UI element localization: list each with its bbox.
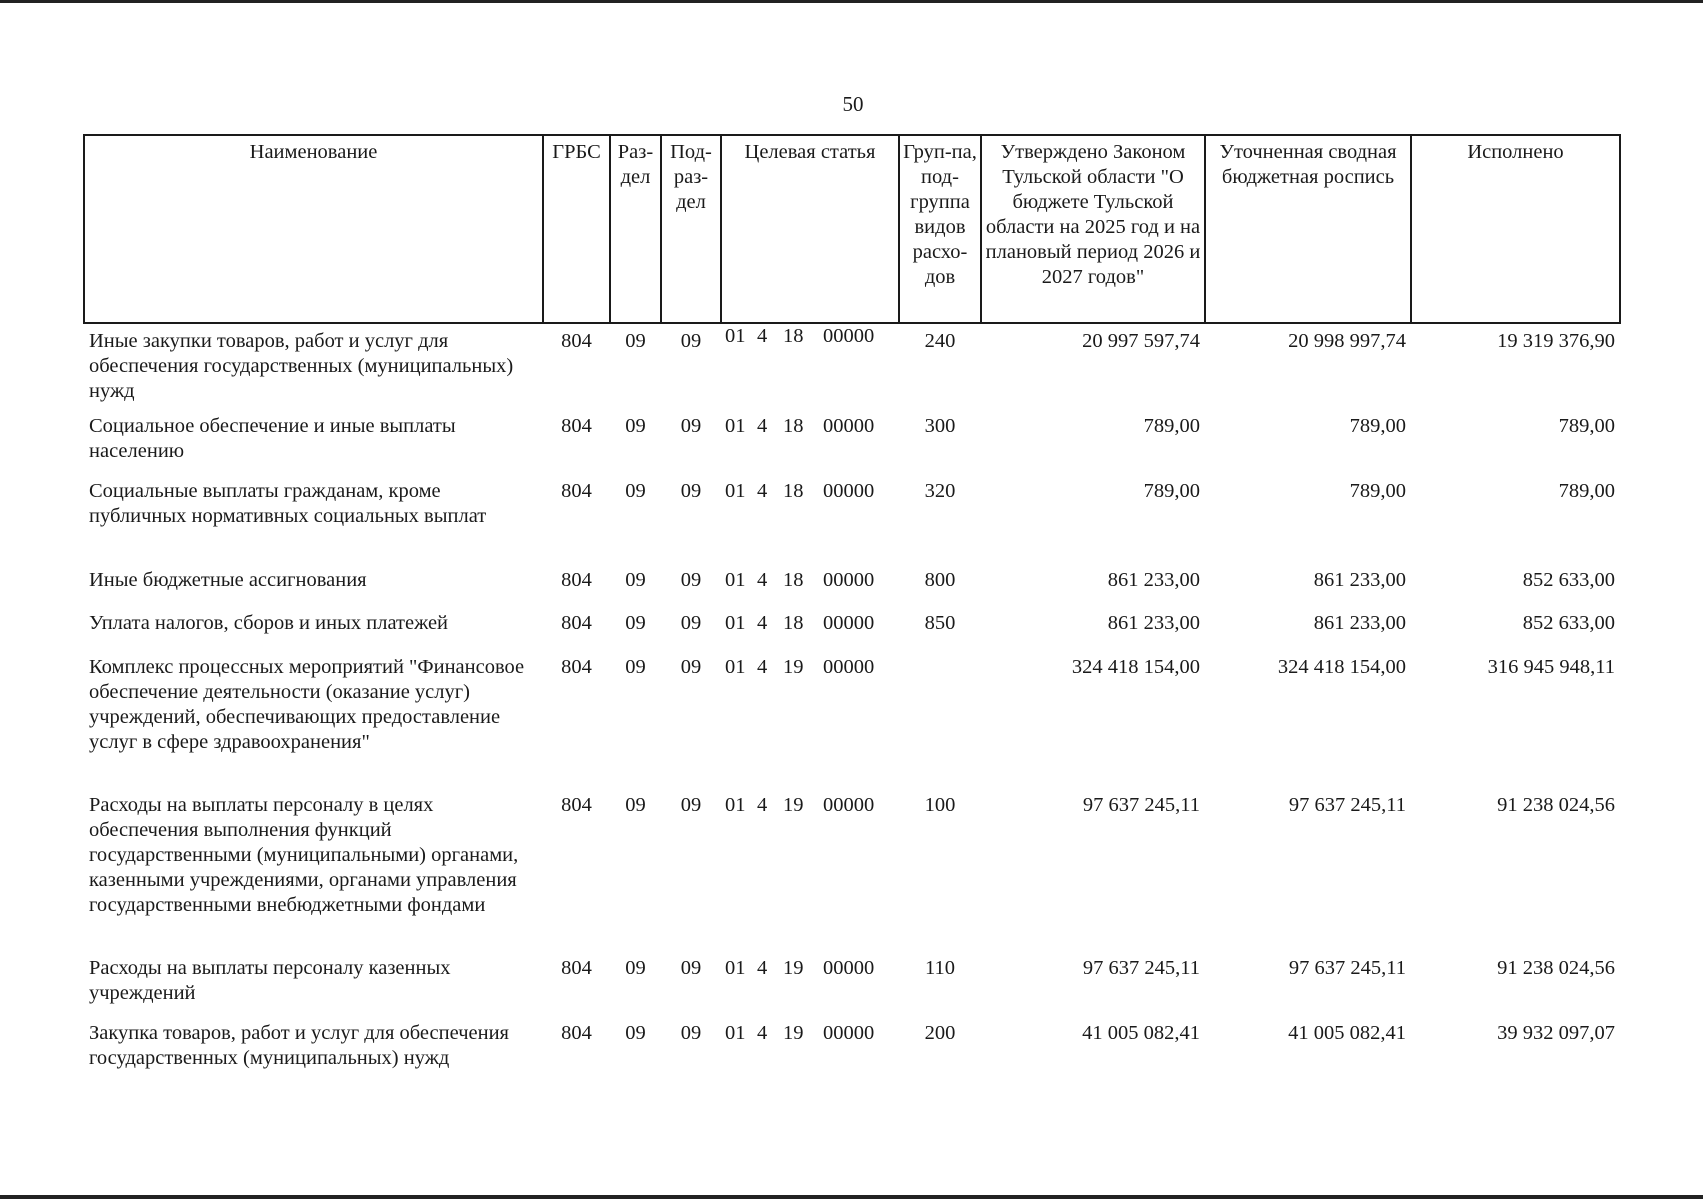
cell-name: Социальное обеспечение и иные выплаты населению bbox=[89, 415, 456, 462]
cell-utochnennaya: 97 637 245,11 bbox=[1288, 794, 1406, 816]
cell-utochnennaya: 861 233,00 bbox=[1313, 569, 1406, 591]
table-row bbox=[84, 655, 1620, 793]
cs-direction: 00000 bbox=[823, 325, 875, 347]
cell-celevaya-statya bbox=[721, 479, 899, 568]
cs-program: 01 bbox=[725, 415, 746, 437]
cell-utverzhdeno: 789,00 bbox=[1143, 415, 1200, 437]
cs-program: 01 bbox=[725, 612, 746, 634]
cs-direction: 00000 bbox=[823, 957, 875, 979]
cell-utverzhdeno: 20 997 597,74 bbox=[1082, 330, 1200, 352]
cell-utochnennaya: 789,00 bbox=[1349, 480, 1406, 502]
cell-name: Расходы на выплаты персоналу в целях обеспечения выполнения функций государственными (муниципальными) органами, казенными учреждениями, органами управления государственными внебюджетными фондами bbox=[89, 794, 519, 916]
cell-gruppa: 110 bbox=[925, 957, 955, 979]
table-row bbox=[84, 611, 1620, 655]
cell-utverzhdeno: 789,00 bbox=[1143, 480, 1200, 502]
cell-name: Расходы на выплаты персоналу казенных учреждений bbox=[89, 957, 451, 1004]
cell-razdel: 09 bbox=[625, 794, 646, 816]
cell-podrazdel: 09 bbox=[680, 480, 702, 502]
cell-razdel: 09 bbox=[625, 656, 646, 678]
header-utverzhdeno: Утверждено Законом Тульской области "О бюджете Тульской области на 2025 год и на плановый период 2026 и 2027 годов" bbox=[981, 135, 1205, 323]
cell-name: Социальные выплаты гражданам, кроме публичных нормативных социальных выплат bbox=[89, 480, 487, 527]
cell-ispolneno: 852 633,00 bbox=[1522, 569, 1615, 591]
cs-type: 4 bbox=[757, 1022, 768, 1044]
header-celevaya-statya: Целевая статья bbox=[721, 135, 899, 323]
cell-gruppa: 800 bbox=[924, 569, 956, 591]
cell-grbs: 804 bbox=[561, 330, 592, 352]
header-name: Наименование bbox=[84, 135, 543, 323]
cs-type: 4 bbox=[757, 957, 768, 979]
cell-grbs: 804 bbox=[561, 656, 592, 678]
table-row bbox=[84, 793, 1620, 956]
table-row bbox=[84, 956, 1620, 1021]
cell-podrazdel: 09 bbox=[680, 957, 702, 979]
table-row bbox=[84, 1021, 1620, 1099]
cell-ispolneno: 789,00 bbox=[1558, 480, 1615, 502]
cs-complex: 18 bbox=[783, 480, 804, 502]
cs-direction: 00000 bbox=[823, 794, 875, 816]
cell-celevaya-statya bbox=[721, 956, 899, 1021]
header-razdel: Раз-дел bbox=[610, 135, 661, 323]
cell-celevaya-statya bbox=[721, 655, 899, 793]
cell-gruppa: 300 bbox=[924, 415, 956, 437]
scan-edge-bottom bbox=[0, 1195, 1703, 1199]
cs-direction: 00000 bbox=[823, 480, 875, 502]
cell-utochnennaya: 97 637 245,11 bbox=[1288, 957, 1406, 979]
cell-gruppa: 850 bbox=[924, 612, 956, 634]
scan-edge-top bbox=[0, 0, 1703, 3]
cell-name: Комплекс процессных мероприятий "Финансовое обеспечение деятельности (оказание услуг) учреждений, обеспечивающих предоставление услуг в сфере здравоохранения" bbox=[89, 656, 525, 753]
header-gruppa: Груп-па, под-группа видов расхо-дов bbox=[899, 135, 981, 323]
header-podrazdel: Под-раз-дел bbox=[661, 135, 721, 323]
cell-podrazdel: 09 bbox=[680, 330, 702, 352]
page-number: 50 bbox=[842, 92, 864, 116]
cell-razdel: 09 bbox=[625, 1022, 646, 1044]
cs-type: 4 bbox=[757, 325, 768, 347]
cell-razdel: 09 bbox=[625, 612, 646, 634]
cell-utochnennaya: 324 418 154,00 bbox=[1277, 656, 1406, 678]
cell-name: Иные бюджетные ассигнования bbox=[89, 569, 367, 591]
cell-utverzhdeno: 41 005 082,41 bbox=[1082, 1022, 1200, 1044]
cs-type: 4 bbox=[757, 415, 768, 437]
cs-program: 01 bbox=[725, 569, 746, 591]
cell-grbs: 804 bbox=[561, 612, 592, 634]
cs-program: 01 bbox=[725, 957, 746, 979]
cs-type: 4 bbox=[757, 569, 768, 591]
cell-utverzhdeno: 97 637 245,11 bbox=[1082, 794, 1200, 816]
header-row bbox=[84, 135, 1620, 323]
cell-razdel: 09 bbox=[625, 480, 646, 502]
cs-direction: 00000 bbox=[823, 569, 875, 591]
cs-program: 01 bbox=[725, 1022, 746, 1044]
cell-name: Уплата налогов, сборов и иных платежей bbox=[89, 612, 449, 634]
cell-utverzhdeno: 861 233,00 bbox=[1107, 569, 1200, 591]
cell-gruppa: 240 bbox=[924, 330, 956, 352]
cell-utochnennaya: 20 998 997,74 bbox=[1288, 330, 1406, 352]
cs-complex: 19 bbox=[783, 794, 804, 816]
cell-ispolneno: 39 932 097,07 bbox=[1497, 1022, 1615, 1044]
cell-name: Закупка товаров, работ и услуг для обеспечения государственных (муниципальных) нужд bbox=[89, 1022, 509, 1069]
cell-ispolneno: 316 945 948,11 bbox=[1487, 656, 1615, 678]
cell-grbs: 804 bbox=[561, 1022, 592, 1044]
cell-grbs: 804 bbox=[561, 415, 592, 437]
cell-utochnennaya: 41 005 082,41 bbox=[1288, 1022, 1406, 1044]
cell-podrazdel: 09 bbox=[680, 794, 702, 816]
cell-ispolneno: 789,00 bbox=[1558, 415, 1615, 437]
table-row bbox=[84, 414, 1620, 479]
cs-complex: 18 bbox=[783, 415, 804, 437]
cell-gruppa bbox=[899, 655, 981, 793]
cell-grbs: 804 bbox=[561, 957, 592, 979]
cell-gruppa: 320 bbox=[924, 480, 956, 502]
header-grbs: ГРБС bbox=[543, 135, 610, 323]
cs-complex: 19 bbox=[783, 656, 804, 678]
cell-razdel: 09 bbox=[625, 957, 646, 979]
cs-type: 4 bbox=[757, 480, 768, 502]
cell-celevaya-statya bbox=[721, 414, 899, 479]
cs-program: 01 bbox=[725, 794, 746, 816]
cell-razdel: 09 bbox=[625, 569, 646, 591]
cell-ispolneno: 19 319 376,90 bbox=[1497, 330, 1615, 352]
cs-direction: 00000 bbox=[823, 415, 875, 437]
cs-program: 01 bbox=[725, 325, 746, 347]
budget-table bbox=[83, 134, 1621, 1099]
cs-direction: 00000 bbox=[823, 656, 875, 678]
cell-utverzhdeno: 861 233,00 bbox=[1107, 612, 1200, 634]
cell-podrazdel: 09 bbox=[680, 656, 702, 678]
header-utochnennaya: Уточненная сводная бюджетная роспись bbox=[1205, 135, 1411, 323]
cell-utochnennaya: 861 233,00 bbox=[1313, 612, 1406, 634]
cell-podrazdel: 09 bbox=[680, 612, 702, 634]
cell-utochnennaya: 789,00 bbox=[1349, 415, 1406, 437]
table-row bbox=[84, 323, 1620, 414]
cell-utverzhdeno: 97 637 245,11 bbox=[1082, 957, 1200, 979]
cell-ispolneno: 852 633,00 bbox=[1522, 612, 1615, 634]
table-row bbox=[84, 568, 1620, 611]
cs-type: 4 bbox=[757, 656, 768, 678]
cell-gruppa: 200 bbox=[924, 1022, 956, 1044]
cs-type: 4 bbox=[757, 794, 768, 816]
cell-podrazdel: 09 bbox=[680, 569, 702, 591]
cell-celevaya-statya bbox=[721, 323, 899, 414]
cs-program: 01 bbox=[725, 656, 746, 678]
header-ispolneno: Исполнено bbox=[1411, 135, 1620, 323]
cell-grbs: 804 bbox=[561, 794, 592, 816]
cell-ispolneno: 91 238 024,56 bbox=[1497, 794, 1615, 816]
cell-name: Иные закупки товаров, работ и услуг для обеспечения государственных (муниципальных) нужд bbox=[89, 330, 514, 402]
table-row bbox=[84, 479, 1620, 568]
cs-direction: 00000 bbox=[823, 1022, 875, 1044]
cell-podrazdel: 09 bbox=[680, 415, 702, 437]
cell-celevaya-statya bbox=[721, 793, 899, 956]
cs-program: 01 bbox=[725, 480, 746, 502]
cs-complex: 18 bbox=[783, 325, 804, 347]
cs-complex: 19 bbox=[783, 957, 804, 979]
cell-celevaya-statya bbox=[721, 568, 899, 611]
cs-complex: 18 bbox=[783, 569, 804, 591]
cs-complex: 18 bbox=[783, 612, 804, 634]
cell-grbs: 804 bbox=[561, 480, 592, 502]
cell-celevaya-statya bbox=[721, 611, 899, 655]
cs-complex: 19 bbox=[783, 1022, 804, 1044]
cell-razdel: 09 bbox=[625, 330, 646, 352]
cs-direction: 00000 bbox=[823, 612, 875, 634]
cs-type: 4 bbox=[757, 612, 768, 634]
cell-celevaya-statya bbox=[721, 1021, 899, 1099]
cell-grbs: 804 bbox=[561, 569, 592, 591]
cell-razdel: 09 bbox=[625, 415, 646, 437]
cell-gruppa: 100 bbox=[924, 794, 956, 816]
cell-ispolneno: 91 238 024,56 bbox=[1497, 957, 1615, 979]
cell-podrazdel: 09 bbox=[680, 1022, 702, 1044]
cell-utverzhdeno: 324 418 154,00 bbox=[1071, 656, 1200, 678]
